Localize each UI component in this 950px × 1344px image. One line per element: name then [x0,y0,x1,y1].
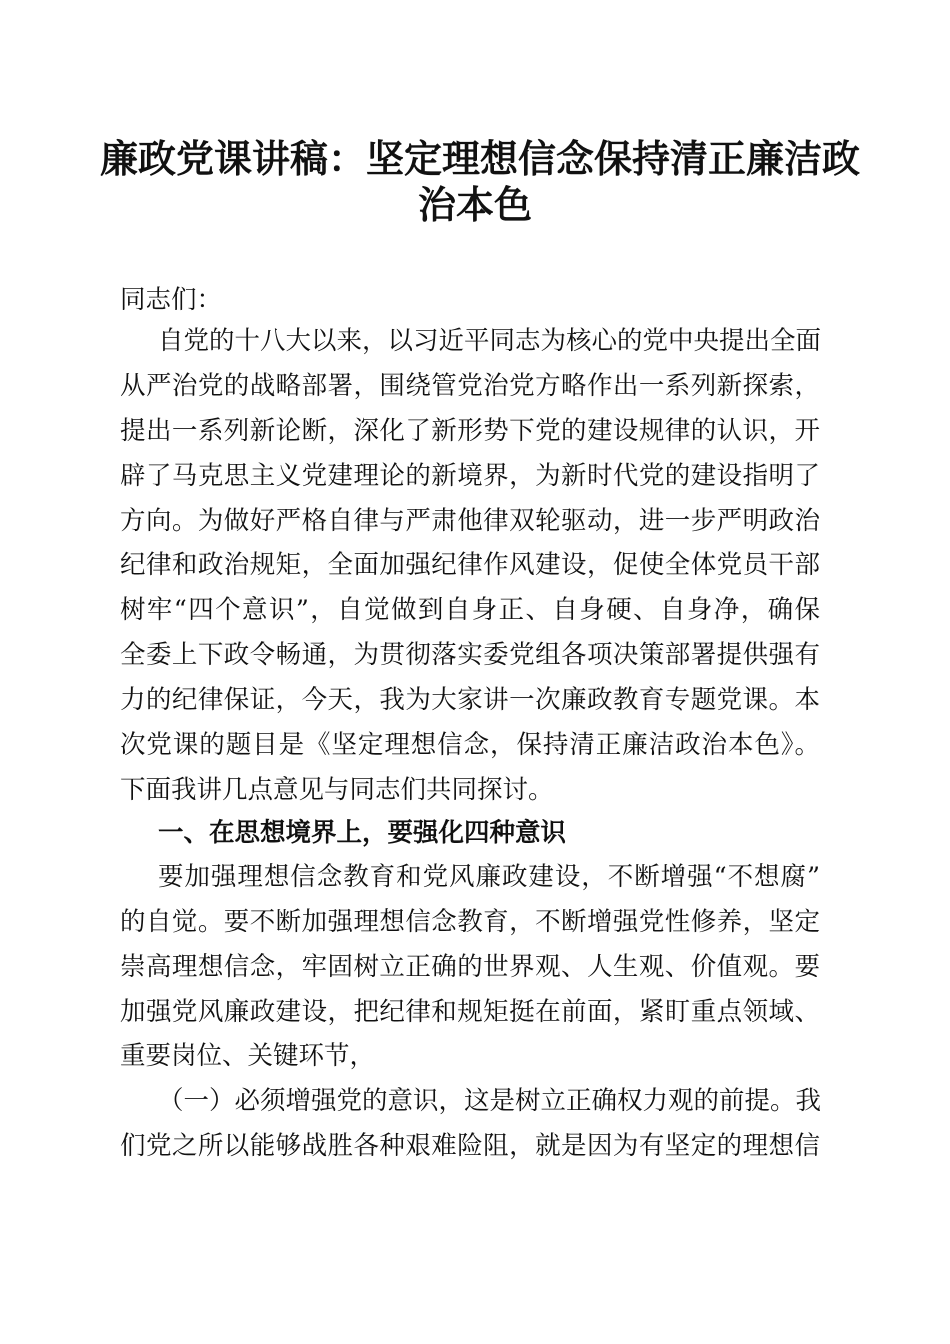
paragraph-line: 全委上下政令畅通，为贯彻落实委党组各项决策部署提供强有 [120,640,820,670]
paragraph-line: 自党的十八大以来，以习近平同志为核心的党中央提出全面 [158,326,822,356]
document-title-line-1: 廉政党课讲稿：坚定理想信念保持清正廉洁政 [100,136,861,181]
paragraph-line: 的自觉。要不断加强理想信念教育，不断增强党性修养，坚定 [120,907,820,937]
paragraph-line: 下面我讲几点意见与同志们共同探讨。 [120,775,554,805]
paragraph-line: 辟了马克思主义党建理论的新境界，为新时代党的建设指明了 [120,461,820,491]
paragraph-line: 崇高理想信念，牢固树立正确的世界观、人生观、价值观。要 [120,952,820,982]
paragraph-line: （一）必须增强党的意识，这是树立正确权力观的前提。我 [158,1086,822,1116]
paragraph-line: 次党课的题目是《坚定理想信念，保持清正廉洁政治本色》。 [120,730,820,760]
document-title-line-2: 治本色 [417,182,532,227]
paragraph-line: 方向。为做好严格自律与严肃他律双轮驱动，进一步严明政治 [120,506,820,536]
paragraph-line: 要加强理想信念教育和党风廉政建设，不断增强“不想腐” [158,862,820,892]
salutation: 同志们： [120,285,223,315]
paragraph-line: 提出一系列新论断，深化了新形势下党的建设规律的认识，开 [120,416,820,446]
paragraph-line: 从严治党的战略部署，围绕管党治党方略作出一系列新探索， [120,371,820,401]
paragraph-line: 们党之所以能够战胜各种艰难险阻，就是因为有坚定的理想信 [120,1131,820,1161]
paragraph-line: 树牢“四个意识”，自觉做到自身正、自身硬、自身净，确保 [120,595,820,625]
section-heading-1: 一、在思想境界上，要强化四种意识 [158,818,567,848]
paragraph-line: 纪律和政治规矩，全面加强纪律作风建设，促使全体党员干部 [120,550,820,580]
paragraph-line: 加强党风廉政建设，把纪律和规矩挺在前面，紧盯重点领域、 [120,997,820,1027]
paragraph-line: 力的纪律保证，今天，我为大家讲一次廉政教育专题党课。本 [120,685,820,715]
paragraph-line: 重要岗位、关键环节， [120,1041,376,1071]
